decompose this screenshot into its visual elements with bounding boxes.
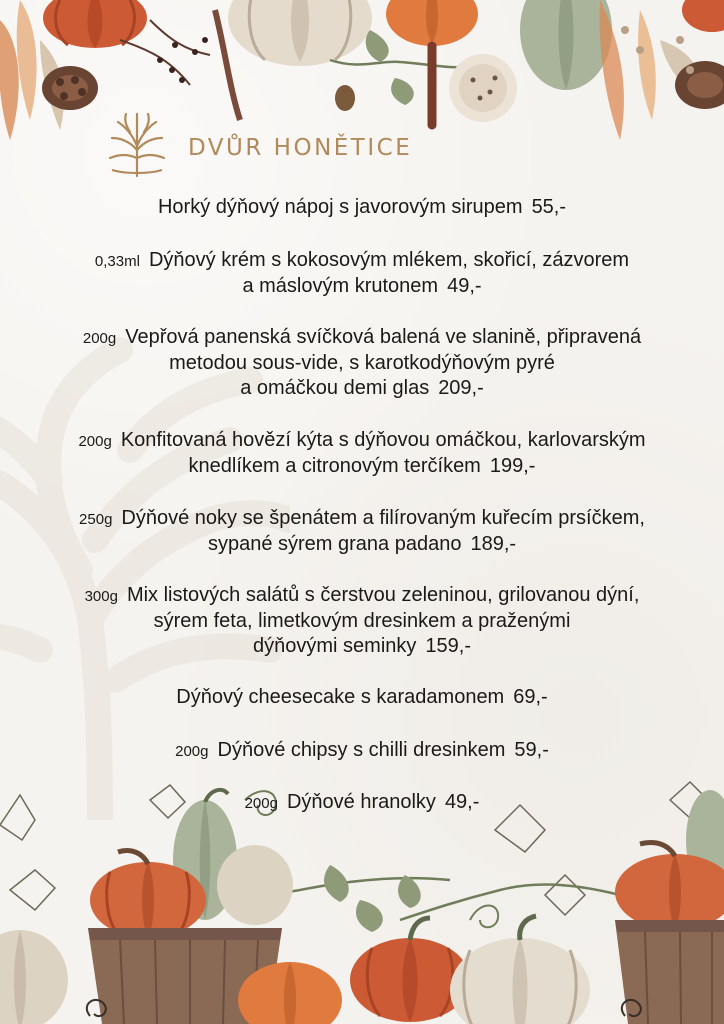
menu-item-line — [0, 195, 724, 220]
menu-item-text: Dýňové noky se špenátem a filírovaným kuřecím prsíčkem, — [121, 507, 645, 529]
menu-item-weight: 250g — [79, 511, 113, 528]
menu-item-line — [0, 248, 724, 274]
menu-item-line — [0, 790, 724, 816]
menu-item-price: 209,- — [438, 377, 484, 399]
tree-logo-icon — [100, 108, 174, 178]
menu-item-price: 49,- — [444, 791, 480, 813]
menu-item-price: 55,- — [531, 196, 567, 218]
menu-item-price: 159,- — [425, 635, 471, 657]
menu-item — [0, 583, 724, 659]
menu-item-weight: 200g — [82, 330, 117, 347]
orange-pumpkin-icon — [43, 0, 147, 48]
orange-pumpkin-icon — [350, 918, 470, 1022]
menu-item — [0, 506, 724, 557]
menu-item-line — [0, 634, 724, 659]
menu-item-text: metodou sous-vide, s karotkodýňovým pyré — [169, 352, 555, 374]
menu-item-line — [0, 583, 724, 609]
menu-item-line — [0, 685, 724, 710]
menu-item-price: 189,- — [470, 533, 517, 555]
menu-item-text: Dýňové hranolky — [286, 791, 436, 813]
menu-item — [0, 738, 724, 764]
menu-item-text: Dýňový krém s kokosovým mlékem, skořicí, zázvorem — [148, 249, 630, 271]
brand-name: DVŮR HONĚTICE — [188, 135, 413, 161]
menu-item-weight: 200g — [175, 743, 209, 760]
pinecone-icon — [42, 66, 98, 110]
menu-item-line — [0, 325, 724, 351]
menu-item-text: a omáčkou demi glas — [240, 377, 430, 399]
menu-item-weight: 200g — [244, 795, 278, 812]
menu-item-price: 59,- — [514, 739, 549, 761]
menu-item-text: Horký dýňový nápoj s javorovým sirupem — [157, 196, 523, 218]
menu-item-line — [0, 609, 724, 634]
menu-item — [0, 195, 724, 220]
pumpkin-baskets-illustration — [0, 780, 724, 1024]
menu-item — [0, 248, 724, 299]
cream-pumpkin-icon — [450, 916, 590, 1024]
menu-item-weight: 300g — [84, 588, 118, 605]
menu-item-line — [0, 376, 724, 401]
menu-item — [0, 428, 724, 479]
menu-item-text: knedlíkem a citronovým terčíkem — [188, 455, 481, 477]
menu-item-price: 49,- — [447, 275, 482, 297]
cream-pumpkin-icon — [0, 930, 68, 1024]
menu-item-line — [0, 506, 724, 532]
menu-item-line — [0, 532, 724, 557]
menu-item-price: 199,- — [489, 455, 536, 477]
cream-pumpkin-icon — [228, 0, 372, 66]
menu-item-line — [0, 738, 724, 764]
brand-logo — [100, 108, 412, 178]
menu-item-text: Dýňový cheesecake s karadamonem — [176, 686, 505, 708]
menu-item-text: a máslovým krutonem — [242, 275, 439, 297]
menu-item-line — [0, 274, 724, 299]
orange-pumpkin-icon — [682, 0, 724, 32]
pumpkin-basket-icon — [615, 790, 724, 1024]
menu-item-text: dýňovými seminky — [253, 635, 417, 657]
menu-item-text: sýrem feta, limetkovým dresinkem a praženými — [153, 610, 571, 632]
menu-item-line — [0, 351, 724, 376]
menu-item-text: Konfitovaná hovězí kýta s dýňovou omáčkou, karlovarským — [120, 429, 646, 451]
menu-item-weight: 200g — [78, 433, 112, 450]
menu-item-text: Dýňové chipsy s chilli dresinkem — [217, 739, 506, 761]
menu-item — [0, 325, 724, 401]
seed-puff-icon — [449, 54, 517, 122]
sage-pumpkin-icon — [520, 0, 612, 90]
menu-item-line — [0, 454, 724, 479]
menu-item — [0, 790, 724, 816]
menu-item — [0, 685, 724, 710]
menu-item-text: sypané sýrem grana padano — [207, 533, 462, 555]
menu-item-text: Vepřová panenská svíčková balená ve slanině, připravená — [125, 326, 642, 348]
menu-item-price: 69,- — [513, 686, 548, 708]
menu-item-weight: 0,33ml — [94, 253, 140, 270]
menu-item-text: Mix listových salátů s čerstvou zeleninou, grilovanou dýní, — [126, 584, 640, 606]
menu-item-line — [0, 428, 724, 454]
